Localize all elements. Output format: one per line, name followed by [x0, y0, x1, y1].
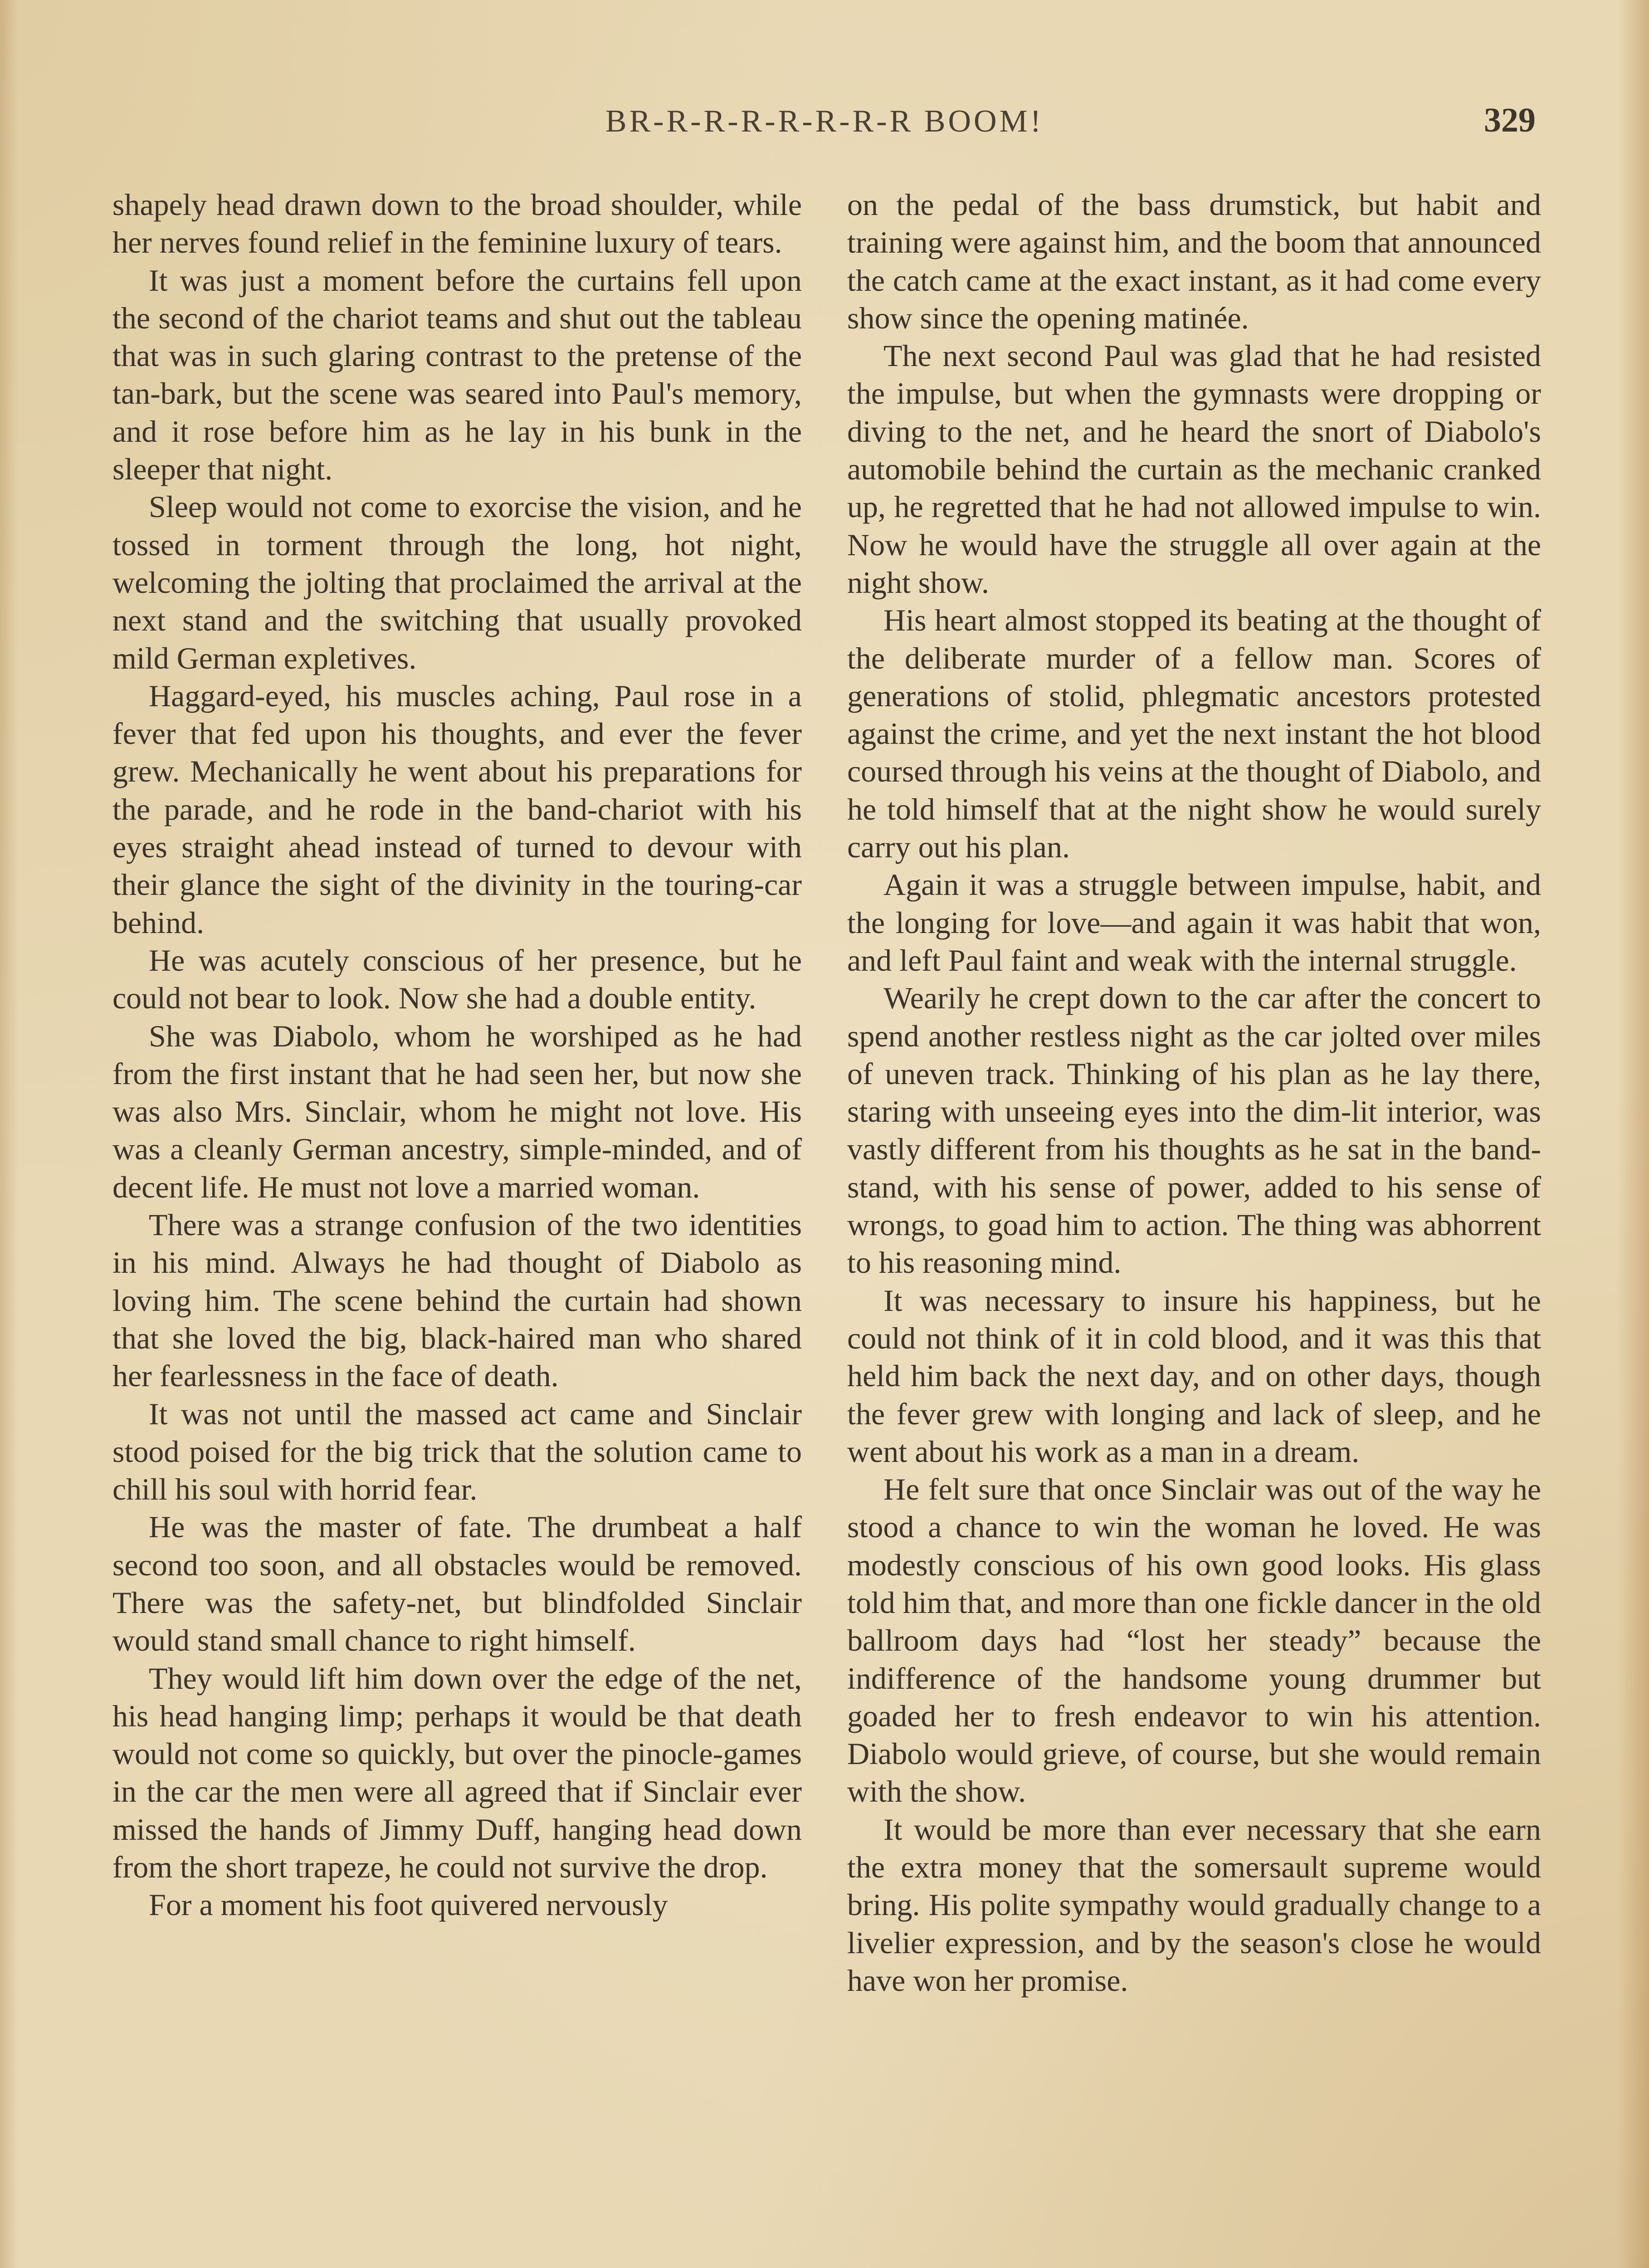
paragraph: He was the master of fate. The drumbeat a half second too soon, and all obstacles would be removed. There was the safety-net, but blindfolded Sinclair would stand small chance to right himself.: [112, 1510, 802, 1658]
paragraph: It was necessary to insure his happiness, but he could not think of it in cold blood, and it was this that held him back the next day, and on other days, though the fever grew with longing and lack of sleep, and he went about his work as a man in a dream.: [847, 1283, 1541, 1469]
running-header-title: BR-R-R-R-R-R-R-R BOOM!: [605, 104, 1044, 139]
page-edge-shadow-left: [0, 0, 18, 2268]
paragraph: The next second Paul was glad that he had resisted the impulse, but when the gymnasts were dropping or diving to the net, and he heard the snort of Diabolo's automobile behind the curtain as the mechanic cranked up, he regretted that he had not allowed impulse to win. Now he would have the struggle all over again at the night show.: [847, 338, 1541, 600]
paragraph: Haggard-eyed, his muscles aching, Paul rose in a fever that fed upon his thoughts, and ever the fever grew. Mechanically he went about his preparations for the parade, and he rode in the band-chariot with his eyes straight ahead instead of turned to devour with their glance the sight of the divinity in the touring-car behind.: [112, 678, 802, 940]
paragraph: She was Diabolo, whom he worshiped as he had from the first instant that he had seen her, but now she was also Mrs. Sinclair, whom he might not love. His was a cleanly German ancestry, simple-minded, and of decent life. He must not love a married woman.: [112, 1018, 802, 1204]
paragraph: His heart almost stopped its beating at the thought of the deliberate murder of a fellow man. Scores of generations of stolid, phlegmatic ancestors protested against the crime, and yet the next instant the hot blood coursed through his veins at the thought of Diabolo, and he told himself that at the night show he would surely carry out his plan.: [847, 603, 1541, 865]
paragraph: He was acutely conscious of her presence, but he could not bear to look. Now she had a double entity.: [112, 943, 802, 1016]
paragraph: There was a strange confusion of the two identities in his mind. Always he had thought of Diabolo as loving him. The scene behind the curtain had shown that she loved the big, black-haired man who shared her fearlessness in the face of death.: [112, 1207, 802, 1393]
paragraph: shapely head drawn down to the broad shoulder, while her nerves found relief in the feminine luxury of tears.: [112, 187, 802, 260]
paragraph: It was just a moment before the curtains fell upon the second of the chariot teams and shut out the tableau that was in such glaring contrast to the pretense of the tan-bark, but the scene was seared into Paul's memory, and it rose before him as he lay in his bunk in the sleeper that night.: [112, 263, 802, 487]
paragraph: Again it was a struggle between impulse, habit, and the longing for love—and again it was habit that won, and left Paul faint and weak with the internal struggle.: [847, 867, 1541, 978]
page-number: 329: [1484, 101, 1536, 139]
paragraph: on the pedal of the bass drumstick, but habit and training were against him, and the boom that announced the catch came at the exact instant, as it had come every show since the opening matinée.: [847, 187, 1541, 335]
paragraph: They would lift him down over the edge of the net, his head hanging limp; perhaps it would be that death would not come so quickly, but over the pinocle-games in the car the men were all agreed that if Sinclair ever missed the hands of Jimmy Duff, hanging head down from the short trapeze, he could not survive the drop.: [112, 1661, 802, 1885]
paragraph: For a moment his foot quivered nervously: [149, 1887, 668, 1922]
paragraph: He felt sure that once Sinclair was out of the way he stood a chance to win the woman he loved. He was modestly conscious of his own good looks. His glass told him that, and more than one fickle dancer in the old ballroom days had “lost her steady” because the indifference of the handsome young drummer but goaded her to fresh endeavor to win his attention. Diabolo would grieve, of course, but she would remain with the show.: [847, 1472, 1541, 1809]
paragraph: Wearily he crept down to the car after the concert to spend another restless night as the car jolted over miles of uneven track. Thinking of his plan as he lay there, staring with unseeing eyes into the dim-lit interior, was vastly different from his thoughts as he sat in the band-stand, with his sense of power, added to his sense of wrongs, to goad him to action. The thing was abhorrent to his reasoning mind.: [847, 981, 1541, 1280]
paragraph: It would be more than ever necessary that she earn the extra money that the somersault supreme would bring. His polite sympathy would gradually change to a livelier expression, and by the season's close he would have won her promise.: [847, 1812, 1541, 1998]
page-edge-shadow-right: [1617, 0, 1649, 2268]
right-text-column: [847, 186, 1541, 1999]
left-text-column: [112, 186, 802, 1924]
paragraph: It was not until the massed act came and Sinclair stood poised for the big trick that the solution came to chill his soul with horrid fear.: [112, 1396, 802, 1507]
paragraph: Sleep would not come to exorcise the vision, and he tossed in torment through the long, hot night, welcoming the jolting that proclaimed the arrival at the next stand and the switching that usually provoked mild German expletives.: [112, 489, 802, 675]
